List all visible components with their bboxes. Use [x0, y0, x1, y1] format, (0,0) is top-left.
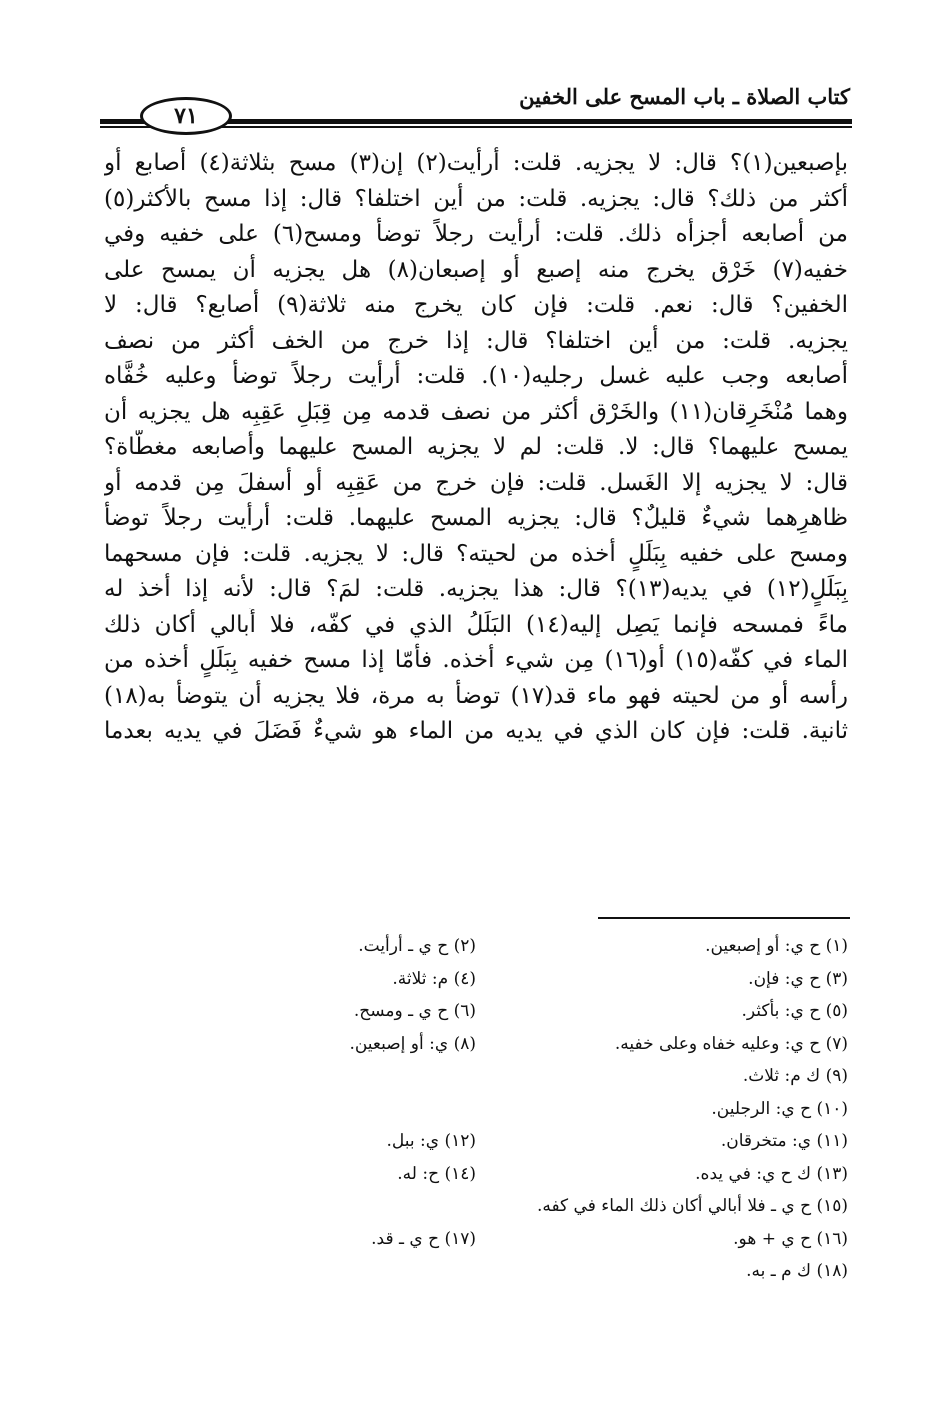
footnote: (٤) م: ثلاثة.	[392, 968, 476, 989]
footnote: (٣) ح ي: فإن.	[748, 968, 848, 989]
body-line: خفيه(٧) خَرْق يخرج منه إصبع أو إصبعان(٨) هل يجزيه أن يمسح على	[104, 256, 848, 283]
footnote: (١) ح ي: أو إصبعين.	[705, 936, 848, 956]
footnote-row	[104, 1060, 848, 1093]
footnote: (٥) ح ي: بأكثر.	[741, 1001, 848, 1021]
body-line: ثانية. قلت: فإن كان الذي في يديه من الماء هو شيءٌ فَضَلَ في يديه بعدما	[104, 718, 848, 744]
footnote: (١٧) ح ي ـ قد.	[371, 1228, 476, 1249]
body-line: من أصابعه أجزأه ذلك. قلت: أرأيت رجلاً توضأ ومسح(٦) على خفيه وفي	[104, 221, 848, 247]
body-line: رأسه أو من لحيته فهو ماء قد(١٧) توضأ به مرة، فلا يجزيه أن يتوضأ به(١٨)	[104, 682, 848, 709]
footnote: (٧) ح ي: وعليه خفاه وعلى خفيه.	[614, 1033, 848, 1054]
body-line: أكثر من ذلك؟ قال: يجزيه. قلت: من أين اختلفا؟ قال: إذا مسح بالأكثر(٥)	[104, 185, 848, 212]
body-line: ظاهرِهما شيءٌ قليلٌ؟ قال: يجزيه المسح عليهما. قلت: أرأيت رجلاً توضأ	[104, 505, 848, 531]
body-line: بِبَلَلٍ(١٢) في يديه(١٣)؟ قال: هذا يجزيه. قلت: لمَ؟ قال: لأنه إذا أخذ له	[104, 576, 848, 602]
footnote-row	[104, 1190, 848, 1223]
footnote: (١١) ي: متخرقان.	[720, 1131, 848, 1151]
footnote-row	[104, 1255, 848, 1288]
main-text	[104, 146, 848, 750]
footnote: (١٢) ي: ببل.	[386, 1131, 476, 1151]
body-line: ومسح على خفيه بِبَلَلٍ أخذه من لحيته؟ قال: لا يجزيه. قلت: فإن مسحهما	[104, 540, 848, 567]
footnote-row	[104, 963, 848, 996]
footnote-row	[104, 1158, 848, 1191]
body-line: الخفين؟ قال: نعم. قلت: فإن كان يخرج منه ثلاثة(٩) أصابع؟ قال: لا	[104, 292, 848, 318]
body-line: الماء في كفّه(١٥) أو(١٦) مِن شيء أخذه. فأمّا إذا مسح خفيه بِبَلَلٍ أخذه من	[104, 647, 848, 673]
footnote-row	[104, 1093, 848, 1126]
body-line: أصابعه وجب عليه غسل رجليه(١٠). قلت: أرأيت رجلاً توضأ وعليه خُفَّاه	[104, 363, 848, 389]
footnote: (١٦) ح ي + هو.	[733, 1228, 848, 1249]
footnote: (٨) ي: أو إصبعين.	[349, 1033, 476, 1054]
footnote-row	[104, 995, 848, 1028]
running-header-title: كتاب الصلاة ـ باب المسح على الخفين	[519, 84, 850, 109]
body-line: وهما مُنْخَرِقان(١١) والخَرْق أكثر من نصف قدمه مِن قِبَلِ عَقِبِه هل يجزيه أن	[104, 398, 848, 425]
footnote	[104, 1093, 476, 1126]
footnote-row	[104, 930, 848, 963]
body-line: يمسح عليهما؟ قال: لا. قلت: لم لا يجزيه المسح عليهما وأصابعه مغطّاة؟	[104, 434, 848, 460]
footnote: (١٥) ح ي ـ فلا أبالي أكان ذلك الماء في كفه.	[536, 1196, 848, 1216]
footnote: (٦) ح ي ـ ومسح.	[353, 1001, 476, 1021]
footnote: (١٨) ك م ـ به.	[746, 1261, 848, 1281]
footnote: (١٠) ح ي: الرجلين.	[711, 1098, 848, 1119]
page-number-badge: ٧١	[140, 97, 232, 135]
footnote: (١٣) ك ح ي: في يده.	[695, 1163, 848, 1184]
footnote-row	[104, 1223, 848, 1256]
body-line: قال: لا يجزيه إلا الغَسل. قلت: فإن خرج من عَقِبِه أو أسفلَ مِن قدمه أو	[104, 469, 848, 496]
footnote: (١٤) ح: له.	[397, 1163, 476, 1184]
footnote: (٩) ك م: ثلاث.	[742, 1066, 848, 1086]
body-line: بإصبعين(١)؟ قال: لا يجزيه. قلت: أرأيت(٢) إن(٣) مسح بثلاثة(٤) أصابع أو	[104, 150, 848, 176]
footnote	[104, 1255, 476, 1288]
footnote	[104, 1060, 476, 1093]
footnote-separator	[598, 917, 850, 919]
body-line: يجزيه. قلت: من أين اختلفا؟ قال: إذا خرج من الخف أكثر من نصف	[104, 327, 848, 354]
body-line: ماءً فمسحه فإنما يَصِل إليه(١٤) البَلَلُ الذي في كفّه، فلا أُبالي أكان ذلك	[104, 611, 848, 638]
footnote	[104, 1190, 476, 1223]
footnotes	[104, 930, 848, 1288]
footnote-row	[104, 1125, 848, 1158]
footnote-row	[104, 1028, 848, 1061]
footnote: (٢) ح ي ـ أرأيت.	[358, 936, 476, 956]
